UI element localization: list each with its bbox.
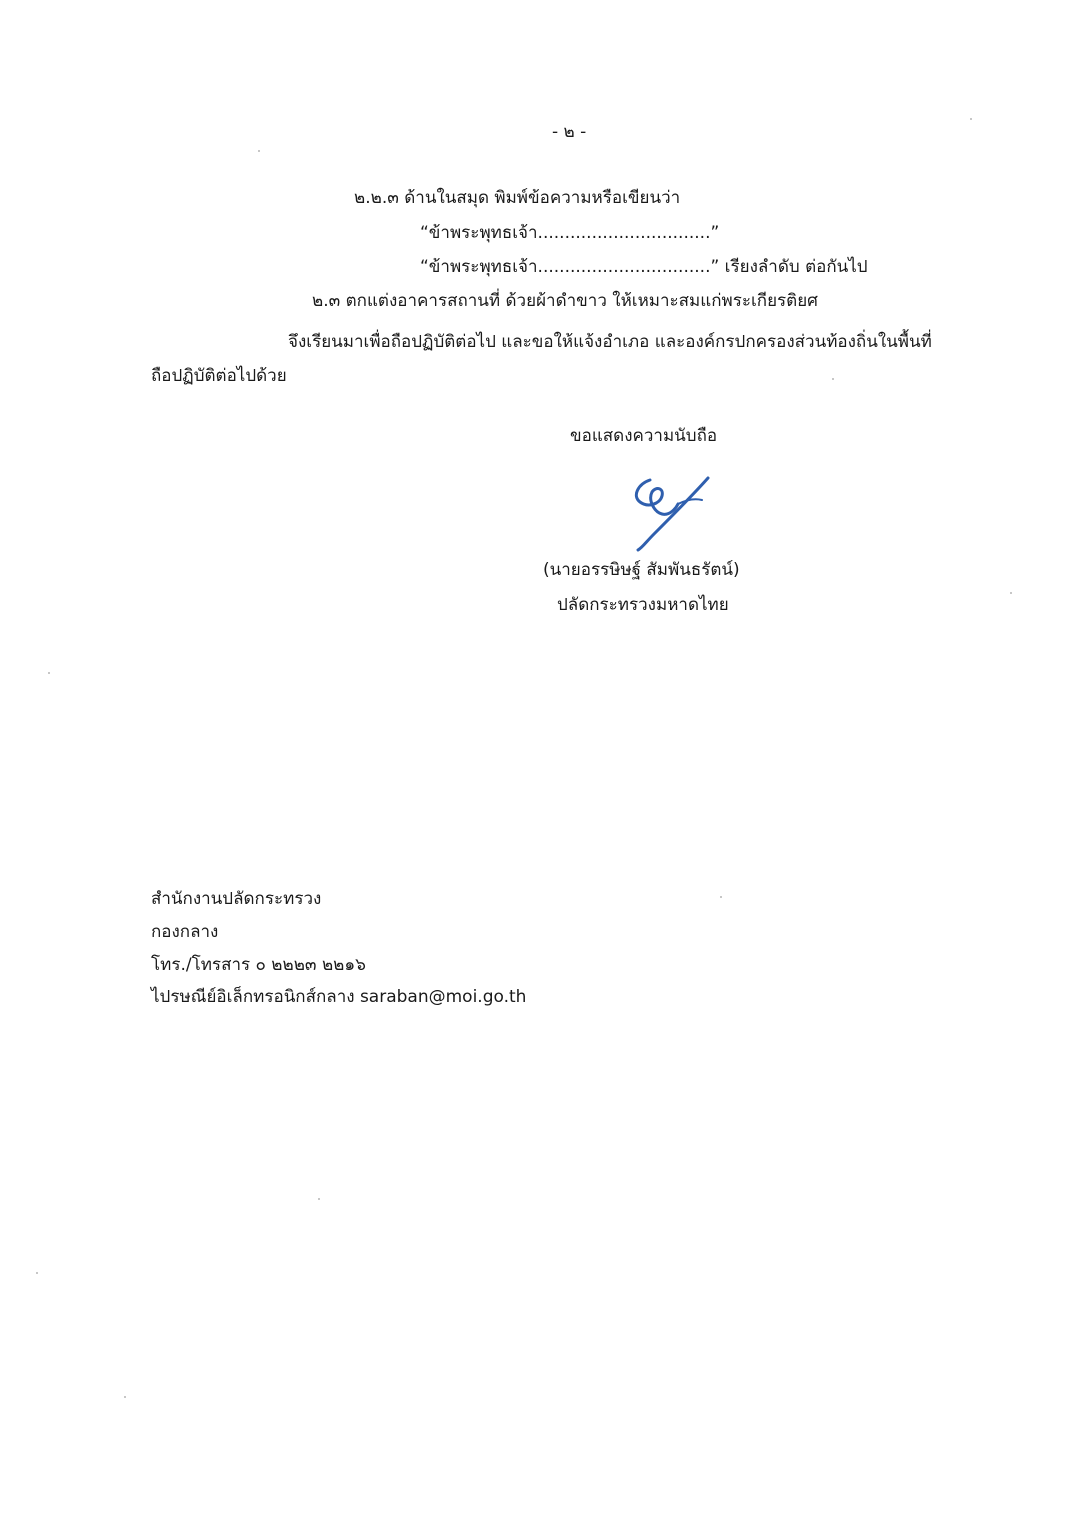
quote-line-1: “ข้าพระพุทธเจ้า................................”	[420, 223, 720, 243]
footer-phone: โทร./โทรสาร ๐ ๒๒๒๓ ๒๒๑๖	[151, 955, 366, 975]
quote-line-2: “ข้าพระพุทธเจ้า................................” เรียงลำดับ ต่อกันไป	[420, 257, 868, 277]
regards-text: ขอแสดงความนับถือ	[570, 426, 718, 446]
scan-speck	[318, 1198, 320, 1200]
scan-speck	[124, 1396, 126, 1398]
signer-name: (นายอรรษิษฐ์ สัมพันธรัตน์)	[543, 560, 740, 580]
item-2-2-3: ๒.๒.๓ ด้านในสมุด พิมพ์ข้อความหรือเขียนว่า	[354, 188, 681, 208]
footer-email: ไปรษณีย์อิเล็กทรอนิกส์กลาง saraban@moi.go.th	[151, 987, 527, 1007]
footer-office: สำนักงานปลัดกระทรวง	[151, 889, 322, 909]
closing-paragraph-line-2: ถือปฏิบัติต่อไปด้วย	[151, 366, 287, 386]
scan-speck	[832, 378, 834, 380]
handwritten-signature	[620, 470, 720, 552]
footer-division: กองกลาง	[151, 922, 219, 942]
scan-speck	[36, 1272, 38, 1274]
scan-speck	[48, 672, 50, 674]
page-number: - ๒ -	[552, 122, 587, 142]
scan-speck	[258, 150, 260, 152]
scan-speck	[1010, 592, 1012, 594]
scan-speck	[970, 118, 972, 120]
item-2-3: ๒.๓ ตกแต่งอาคารสถานที่ ด้วยผ้าดำขาว ให้เหมาะสมแก่พระเกียรติยศ	[312, 291, 818, 311]
scan-speck	[720, 896, 722, 898]
signer-title: ปลัดกระทรวงมหาดไทย	[557, 595, 729, 615]
closing-paragraph-line-1: จึงเรียนมาเพื่อถือปฏิบัติต่อไป และขอให้แจ้งอำเภอ และองค์กรปกครองส่วนท้องถิ่นในพื้นที่	[288, 332, 932, 352]
